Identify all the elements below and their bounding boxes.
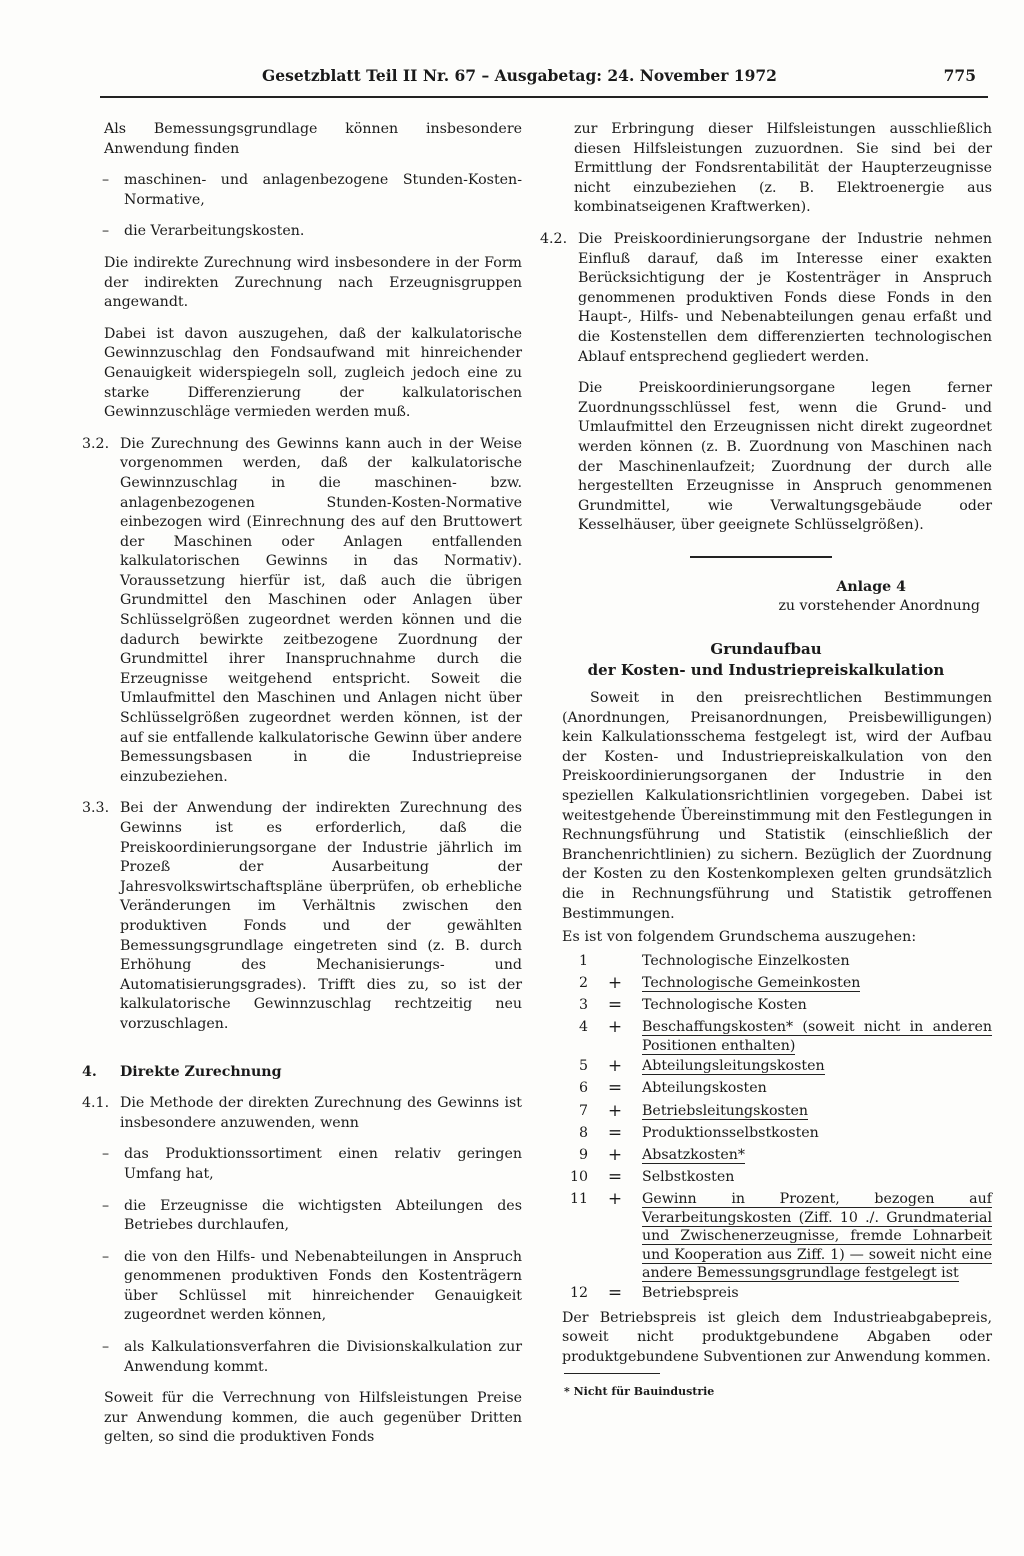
annex-heading-line2: der Kosten- und Industriepreiskalkulation <box>587 661 945 680</box>
schema-row-number: 5 <box>578 1058 588 1075</box>
schema-row-label <box>642 1016 992 1055</box>
schema-row-label <box>642 1282 992 1304</box>
section-number: 4.1. <box>82 1095 110 1112</box>
schema-row <box>562 972 992 994</box>
schema-row <box>562 950 992 972</box>
schema-row <box>562 994 992 1016</box>
schema-row-label <box>642 1144 992 1166</box>
page-header <box>100 60 988 98</box>
schema-row-label-text: Abteilungskosten <box>642 1080 767 1097</box>
schema-row-operator: + <box>607 1189 623 1210</box>
list-item-text: das Produktionssortiment einen relativ geringen Umfang hat, <box>124 1146 522 1182</box>
section-4-heading <box>82 1063 522 1083</box>
section-number: 4.2. <box>540 230 568 247</box>
schema-row-label <box>642 1122 992 1144</box>
schema-row-label <box>642 1166 992 1188</box>
schema-row-label <box>642 1188 992 1282</box>
right-column <box>540 120 992 1402</box>
section-text: Die Zurechnung des Gewinns kann auch in der Weise vorgenommen werden, daß der kalkulatorische Gewinnzuschlag in die maschinen- bzw. anlagenbezogenen Stunden-Kosten-Normative einbezogen wird (Einrechnung des auf den Bruttowert der Maschinen oder Anlagen entfallenden kalkulatorischen Gewinns in das Normativ). Voraussetzung hierfür ist, daß auch die übrigen Grundmittel den Maschinen oder Anlagen über Schlüsselgrößen zugeordnet werden können und die dadurch bewirkte zeitbezogene Zuordnung der Grundmittel ihrer Inanspruchnahme durch die Erzeugnisse weitgehend entspricht. Soweit die Umlaufmittel den Maschinen und Anlagen nicht über Schlüsselgrößen zugeordnet werden können, ist der auf sie entfallende kalkulatorische Gewinn über andere Bemessungsbasen in die Industriepreise einzubeziehen. <box>120 435 522 785</box>
schema-row-label <box>642 972 992 994</box>
footnote: * Nicht für Bauindustrie <box>564 1385 715 1399</box>
list-item-text: maschinen- und anlagenbezogene Stunden-Kosten-Normative, <box>124 172 522 208</box>
list-item-text: die von den Hilfs- und Nebenabteilungen in Anspruch genommenen produktiven Fonds den Kostenträgern über Schlüssel mit hinreichender Genauigkeit zugeordnet werden können, <box>124 1248 522 1324</box>
schema-row-label <box>642 1100 992 1122</box>
schema-row-number: 2 <box>578 974 588 991</box>
schema-row-operator: = <box>607 1283 623 1304</box>
annex-heading <box>540 639 992 681</box>
schema-row-operator: + <box>607 1100 623 1121</box>
schema-row-number: 11 <box>569 1191 588 1208</box>
section-4-2 <box>540 230 992 367</box>
schema-row-label-text: Absatzkosten* <box>642 1147 745 1164</box>
footnote-rule <box>564 1373 660 1374</box>
cost-schema-list <box>540 950 992 1305</box>
schema-row-label <box>642 1077 992 1099</box>
schema-row-number: 12 <box>569 1285 588 1302</box>
header-title: Gesetzblatt Teil II Nr. 67 – Ausgabetag: 24. November 1972 <box>262 66 777 85</box>
paragraph: zur Erbringung dieser Hilfsleistungen ausschließlich diesen Hilfsleistungen zuzuordnen. Sie sind bei der Ermittlung der Fondsrentabilität der Haupterzeugnisse nicht einzubeziehen (z. B. Elektroenergie aus kombinatseigenen Kraftwerken). <box>574 121 992 216</box>
paragraph: Die Preiskoordinierungsorgane legen ferner Zuordnungsschlüssel fest, wenn die Grund- und Umlaufmittel den Erzeugnissen nicht direkt zugeordnet werden können (z. B. Zuordnung von Maschinen nach der Maschinenlaufzeit; Zuordnung der durch alle hergestellten Erzeugnisse in Anspruch genommenen Grundmittel, wie Verwaltungsgebäude oder Kesselhäuser, über geeignete Schlüsselgrößen). <box>578 380 992 534</box>
schema-row <box>562 1144 992 1166</box>
schema-row-operator: = <box>607 1167 623 1188</box>
schema-row <box>562 1016 992 1055</box>
paragraph: Der Betriebspreis ist gleich dem Industrieabgabepreis, soweit nicht produktgebundene Abgaben oder produktgebundene Subventionen zur Anwendung kommen. <box>562 1309 992 1365</box>
schema-row <box>562 1077 992 1099</box>
page-number: 775 <box>943 66 976 85</box>
paragraph: Dabei ist davon auszugehen, daß der kalkulatorische Gewinnzuschlag den Fondsaufwand mit hinreichender Genauigkeit widerspiegeln soll, zugleich jedoch eine zu starke Differenzierung der kalkulatorischen Gewinnzuschläge vermieden werden muß. <box>104 325 522 421</box>
schema-row-label-text: Abteilungsleitungskosten <box>642 1058 825 1075</box>
list-item <box>102 1197 522 1236</box>
section-4-1 <box>82 1094 522 1133</box>
section-number: 3.2. <box>82 435 110 452</box>
schema-row-operator: = <box>607 1078 623 1099</box>
schema-row-number: 7 <box>578 1102 588 1119</box>
section-text: Bei der Anwendung der indirekten Zurechnung des Gewinns ist es erforderlich, daß die Preiskoordinierungsorgane der Industrie jährlich im Prozeß der Ausarbeitung der Jahresvolkswirtschaftspläne überprüfen, ob erhebliche Veränderungen im Verhältnis zwischen den produktiven Fonds und der gewählten Bemessungsgrundlage eingetreten sind (z. B. durch Erhöhung des Mechanisierungs- und Automatisierungsgrades). Trifft dies zu, so ist der kalkulatorische Gewinnzuschlag rechtzeitig neu vorzuschlagen. <box>120 800 522 1032</box>
annex-heading-line1: Grundaufbau <box>710 640 822 659</box>
schema-row-label-text: Technologische Gemeinkosten <box>642 974 861 991</box>
schema-row-operator: + <box>607 972 623 993</box>
schema-row-label-text: Betriebsleitungskosten <box>642 1102 809 1119</box>
schema-row-operator: = <box>607 1122 623 1143</box>
section-text: Die Methode der direkten Zurechnung des Gewinns ist insbesondere anzuwenden, wenn <box>120 1095 522 1131</box>
schema-row-label <box>642 950 992 972</box>
schema-row-label-text: Produktionsselbstkosten <box>642 1124 819 1141</box>
schema-row <box>562 1282 992 1304</box>
section-3-2 <box>82 435 522 788</box>
dash-bullet: – <box>102 1197 110 1214</box>
dash-bullet: – <box>102 223 110 240</box>
schema-row-number: 9 <box>578 1147 588 1164</box>
schema-row-label-text: Betriebspreis <box>642 1285 739 1302</box>
schema-row-number: 3 <box>578 997 588 1014</box>
schema-row-label-text: Technologische Einzelkosten <box>642 952 850 969</box>
schema-row-label <box>642 1055 992 1077</box>
paragraph: Soweit für die Verrechnung von Hilfsleistungen Preise zur Anwendung kommen, die auch gegenüber Dritten gelten, so sind die produktiven Fonds <box>104 1390 522 1446</box>
schema-row <box>562 1055 992 1077</box>
schema-row-label-text: Technologische Kosten <box>642 997 807 1014</box>
dash-bullet: – <box>102 1339 110 1356</box>
annex-subtitle: zu vorstehender Anordnung <box>778 598 980 615</box>
section-3-3 <box>82 799 522 1034</box>
schema-row-operator <box>588 950 642 972</box>
schema-row-number: 8 <box>578 1124 588 1141</box>
schema-row-number: 1 <box>578 952 588 969</box>
schema-row <box>562 1188 992 1282</box>
schema-row-operator: + <box>607 1056 623 1077</box>
schema-row-operator: + <box>607 1145 623 1166</box>
schema-intro: Es ist von folgendem Grundschema auszugehen: <box>562 929 917 946</box>
dash-bullet: – <box>102 1248 110 1265</box>
section-title: Direkte Zurechnung <box>120 1063 282 1080</box>
list-item <box>102 171 522 210</box>
paragraph: Die indirekte Zurechnung wird insbesondere in der Form der indirekten Zurechnung nach Erzeugnisgruppen angewandt. <box>104 254 522 311</box>
list-item-text: die Verarbeitungskosten. <box>124 223 305 240</box>
list-item-text: die Erzeugnisse die wichtigsten Abteilungen des Betriebes durchlaufen, <box>124 1197 522 1234</box>
left-column <box>82 120 522 1460</box>
section-text: Die Preiskoordinierungsorgane der Industrie nehmen Einfluß darauf, daß im Interesse einer exakten Berücksichtigung der je Kostenträger in Anspruch genommenen produktiven Fonds diese Fonds in den Haupt-, Hilfs- und Nebenabteilungen genau erfaßt und die Kostenstellen dem differenzierten technologischen Ablauf entsprechend gegliedert werden. <box>578 230 992 365</box>
dash-bullet: – <box>102 172 110 189</box>
schema-row <box>562 1166 992 1188</box>
schema-row-number: 6 <box>578 1080 588 1097</box>
dash-bullet: – <box>102 1146 110 1163</box>
schema-row-operator: = <box>607 995 623 1016</box>
section-number: 4. <box>82 1063 97 1080</box>
annex-title: Anlage 4 <box>836 578 906 595</box>
schema-row <box>562 1122 992 1144</box>
paragraph: Als Bemessungsgrundlage können insbesondere Anwendung finden <box>104 121 522 157</box>
schema-row <box>562 1100 992 1122</box>
schema-row-number: 4 <box>578 1019 588 1036</box>
list-item <box>102 222 522 242</box>
list-item-text: als Kalkulationsverfahren die Divisionskalkulation zur Anwendung kommt. <box>124 1339 522 1375</box>
schema-row-number: 10 <box>569 1169 588 1186</box>
list-item <box>102 1145 522 1184</box>
schema-row-label-text: Gewinn in Prozent, bezogen auf Verarbeitungskosten (Ziff. 10 ./. Grundmaterial und Zwischenerzeugnisse, fremde Lohnarbeit und Kooperation aus Ziff. 1) — soweit nicht eine andere Bemessungsgrundlage festgelegt ist <box>642 1191 992 1282</box>
section-number: 3.3. <box>82 800 110 817</box>
schema-row-operator: + <box>607 1017 623 1038</box>
list-item <box>102 1338 522 1377</box>
schema-row-label-text: Beschaffungskosten* (soweit nicht in anderen Positionen enthalten) <box>642 1019 992 1054</box>
separator-rule <box>690 556 832 558</box>
schema-row-label <box>642 994 992 1016</box>
list-item <box>102 1248 522 1326</box>
paragraph: Soweit in den preisrechtlichen Bestimmungen (Anordnungen, Preisanordnungen, Preisbewilligungen) kein Kalkulationsschema festgelegt ist, wird der Aufbau der Kosten- und Industriepreiskalkulation von den Preiskoordinierungsorganen der Industrie in den speziellen Kalkulationsrichtlinien vorgegeben. Dabei ist weitestgehende Übereinstimmung mit den Festlegungen in Rechnungsführung und Statistik (einschließlich der Branchenrichtlinien) zu sichern. Bezüglich der Zuordnung der Kosten zu den Kostenkomplexen gelten grundsätzlich die in Rechnungsführung und Statistik getroffenen Bestimmungen. <box>562 690 992 922</box>
schema-row-label-text: Selbstkosten <box>642 1169 735 1186</box>
